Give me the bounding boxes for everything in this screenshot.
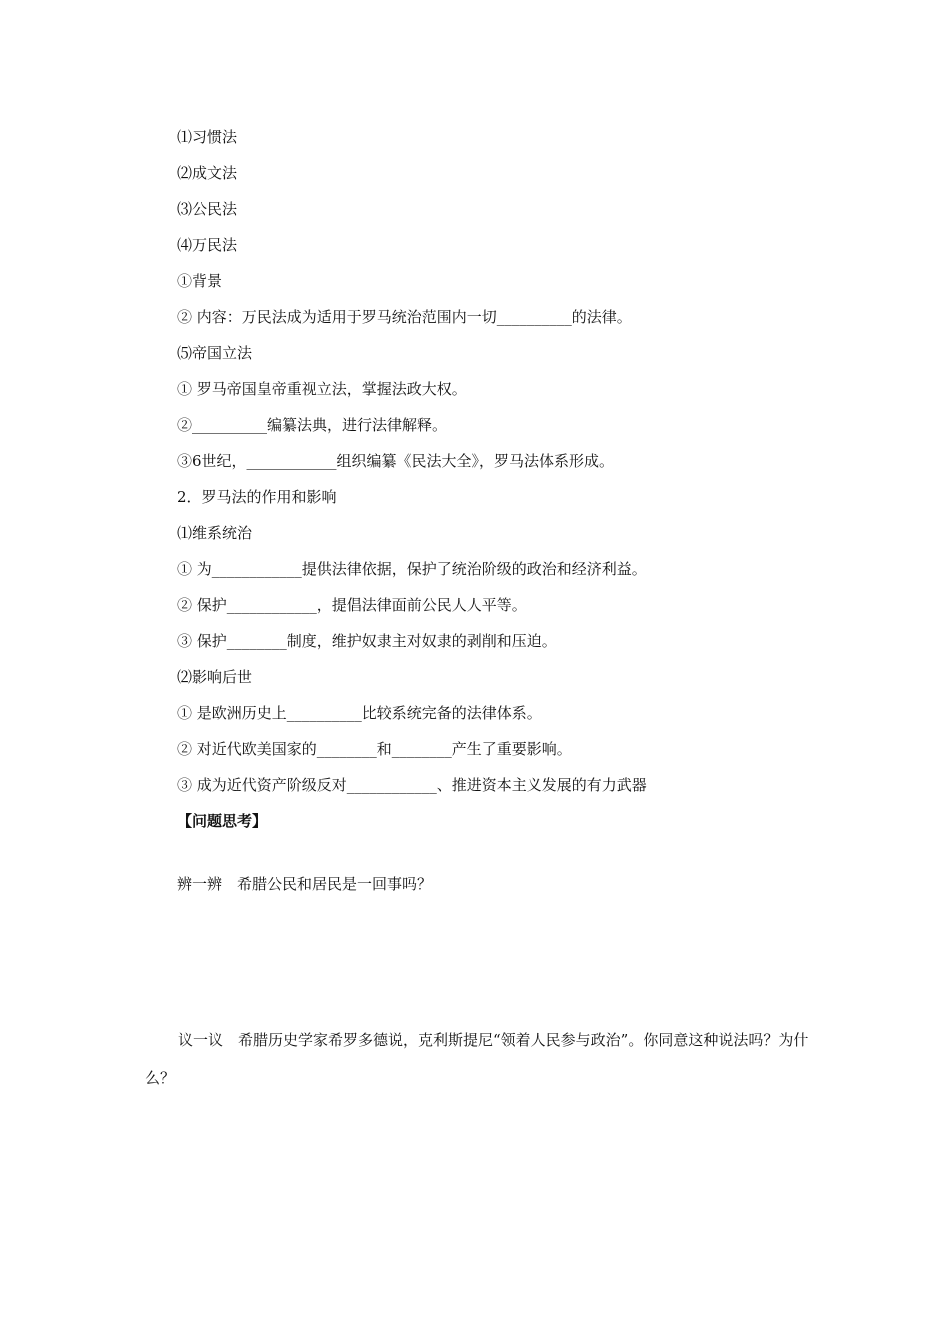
item-content: ② 内容：万民法成为适用于罗马统治范围内一切__________的法律。	[177, 308, 632, 326]
item-modern-influence: ② 对近代欧美国家的________和________产生了重要影响。	[177, 740, 572, 758]
item-background: ①背景	[177, 272, 223, 290]
item-compile-code: ②__________编纂法典，进行法律解释。	[177, 416, 448, 434]
item-first-system: ① 是欧洲历史上__________比较系统完备的法律体系。	[177, 704, 542, 722]
section-role-influence: 2．罗马法的作用和影响	[177, 488, 337, 506]
item-written-law: ⑵成文法	[177, 164, 238, 182]
question-distinguish: 辨一辨 希腊公民和居民是一回事吗？	[177, 875, 433, 893]
item-emperor-legislation: ① 罗马帝国皇帝重视立法，掌握法政大权。	[177, 380, 467, 398]
item-customary-law: ⑴习惯法	[177, 128, 238, 146]
item-legal-basis: ① 为____________提供法律依据，保护了统治阶级的政治和经济利益。	[177, 560, 647, 578]
item-protect-system: ③ 保护________制度，维护奴隶主对奴隶的剥削和压迫。	[177, 632, 557, 650]
item-protect-equality: ② 保护____________，提倡法律面前公民人人平等。	[177, 596, 527, 614]
item-law-of-nations: ⑷万民法	[177, 236, 238, 254]
question-discuss: 议一议 希腊历史学家希罗多德说，克利斯提尼“领着人民参与政治”。你同意这种说法吗？为什么？	[145, 1031, 809, 1087]
item-influence-later: ⑵影响后世	[177, 668, 253, 686]
item-corpus-juris: ③6世纪，____________组织编纂《民法大全》，罗马法体系形成。	[177, 452, 615, 470]
item-citizen-law: ⑶公民法	[177, 200, 238, 218]
heading-question-thinking: 【问题思考】	[177, 812, 268, 830]
item-imperial-legislation: ⑸帝国立法	[177, 344, 253, 362]
item-maintain-rule: ⑴维系统治	[177, 524, 253, 542]
item-bourgeois-weapon: ③ 成为近代资产阶级反对____________、推进资本主义发展的有力武器	[177, 776, 647, 794]
